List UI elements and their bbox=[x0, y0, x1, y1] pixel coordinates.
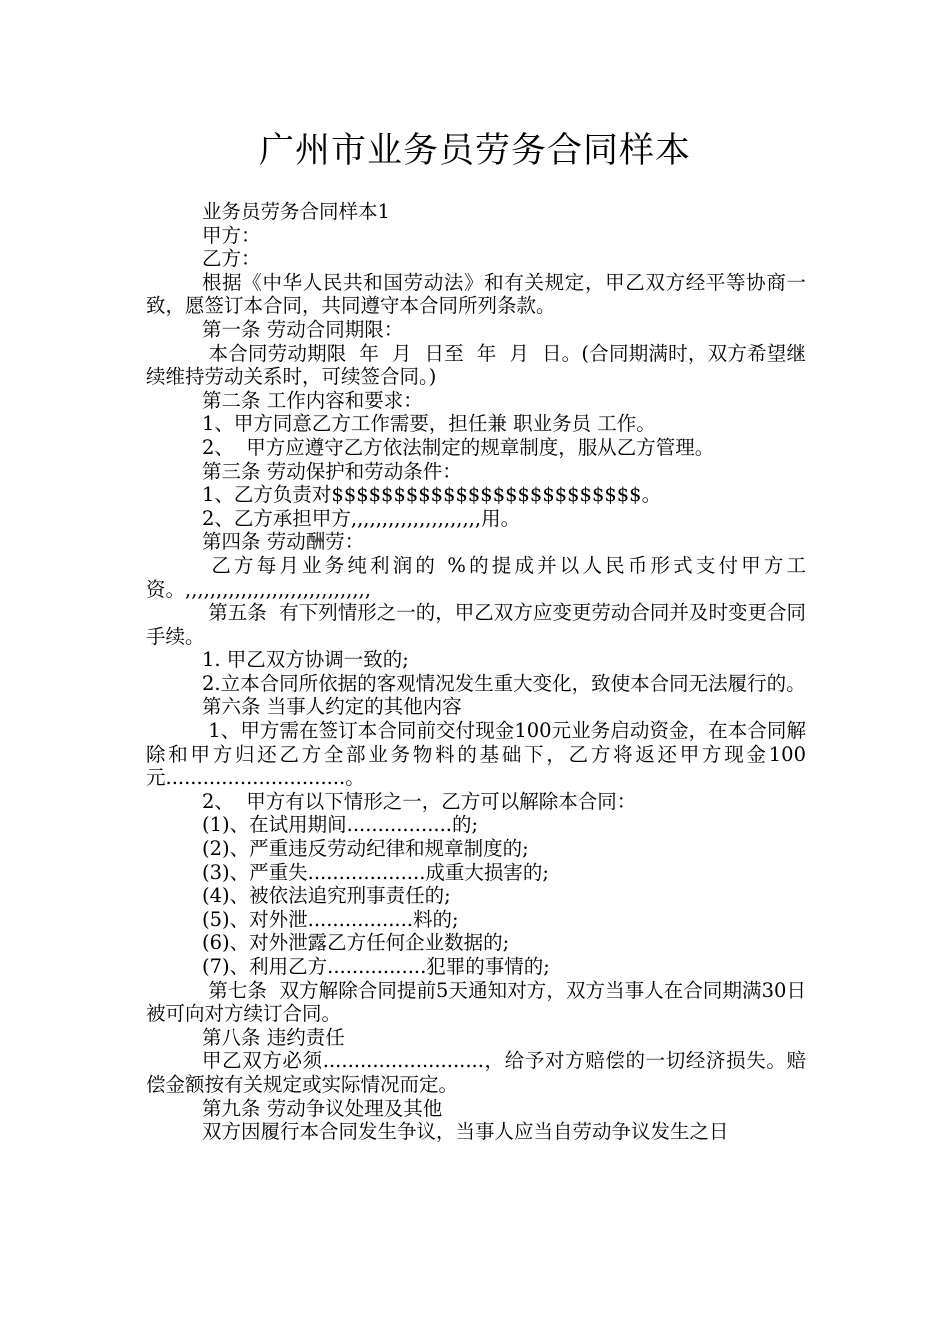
paragraph: 1. 甲乙双方协调一致的; bbox=[202, 648, 409, 672]
paragraph: 2、 甲方应遵守乙方依法制定的规章制度，服从乙方管理。 bbox=[202, 435, 715, 459]
paragraph: 1、甲方同意乙方工作需要，担任兼 职业务员 工作。 bbox=[202, 412, 656, 436]
paragraph: 第五条 有下列情形之一的，甲乙双方应变更劳动合同并及时变更合同手续。 bbox=[146, 601, 806, 648]
paragraph: 第二条 工作内容和要求： bbox=[202, 388, 423, 412]
paragraph: 1、甲方需在签订本合同前交付现金100元业务启动资金，在本合同解除和甲方归还乙方全部业务物料的基础下，乙方将返还甲方现金100元.............................。 bbox=[146, 719, 806, 790]
paragraph: 根据《中华人民共和国劳动法》和有关规定，甲乙双方经平等协商一致，愿签订本合同，共同遵守本合同所列条款。 bbox=[146, 270, 806, 318]
paragraph: (2)、严重违反劳动纪律和规章制度的; bbox=[202, 837, 529, 861]
paragraph: 2、乙方承担甲方,,,,,,,,,,,,,,,,,,,,,用。 bbox=[202, 506, 521, 530]
paragraph: (6)、对外泄露乙方任何企业数据的; bbox=[202, 931, 510, 955]
paragraph: (4)、被依法追究刑事责任的; bbox=[202, 884, 451, 908]
paragraph: 业务员劳务合同样本1 bbox=[202, 200, 390, 223]
paragraph: (3)、严重失...................成重大损害的; bbox=[202, 860, 549, 884]
paragraph: 2.立本合同所依据的客观情况发生重大变化，致使本合同无法履行的。 bbox=[202, 671, 806, 695]
paragraph: 第七条 双方解除合同提前5天通知对方，双方当事人在合同期满30日被可向对方续订合同。 bbox=[146, 978, 807, 1026]
paragraph: 2、 甲方有以下情形之一，乙方可以解除本合同： bbox=[202, 789, 637, 813]
paragraph: 双方因履行本合同发生争议，当事人应当自劳动争议发生之日 bbox=[202, 1120, 729, 1144]
paragraph: 第九条 劳动争议处理及其他 bbox=[202, 1096, 443, 1120]
paragraph: 第八条 违约责任 bbox=[202, 1025, 345, 1049]
paragraph: 乙方： bbox=[202, 247, 261, 271]
paragraph: (5)、对外泄.................料的; bbox=[202, 907, 459, 931]
paragraph: 第一条 劳动合同期限： bbox=[202, 317, 404, 341]
paragraph: 甲方： bbox=[202, 223, 261, 247]
paragraph: 1、乙方负责对$$$$$$$$$$$$$$$$$$$$$$$$$。 bbox=[202, 483, 662, 507]
paragraph: (7)、利用乙方................犯罪的事情的; bbox=[202, 955, 550, 978]
paragraph: 本合同劳动期限 年 月 日至 年 月 日。(合同期满时，双方希望继续维持劳动关系时，可续签合同。) bbox=[146, 341, 806, 389]
document-title: 广州市业务员劳务合同样本 bbox=[258, 131, 691, 171]
paragraph: 第四条 劳动酬劳： bbox=[202, 530, 365, 554]
paragraph: 甲乙双方必须..........................，给予对方赔偿的一切经济损失。赔偿金额按有关规定或实际情况而定。 bbox=[146, 1049, 806, 1096]
paragraph: 乙方每月业务纯利润的 %的提成并以人民币形式支付甲方工资。,,,,,,,,,,,,,,,,,,,,,,,,,,,,,, bbox=[146, 553, 806, 601]
paragraph: 第六条 当事人约定的其他内容 bbox=[202, 695, 462, 719]
paragraph: (1)、在试用期间.................的; bbox=[202, 813, 479, 837]
document-body bbox=[146, 200, 806, 1144]
paragraph: 第三条 劳动保护和劳动条件： bbox=[202, 459, 462, 483]
